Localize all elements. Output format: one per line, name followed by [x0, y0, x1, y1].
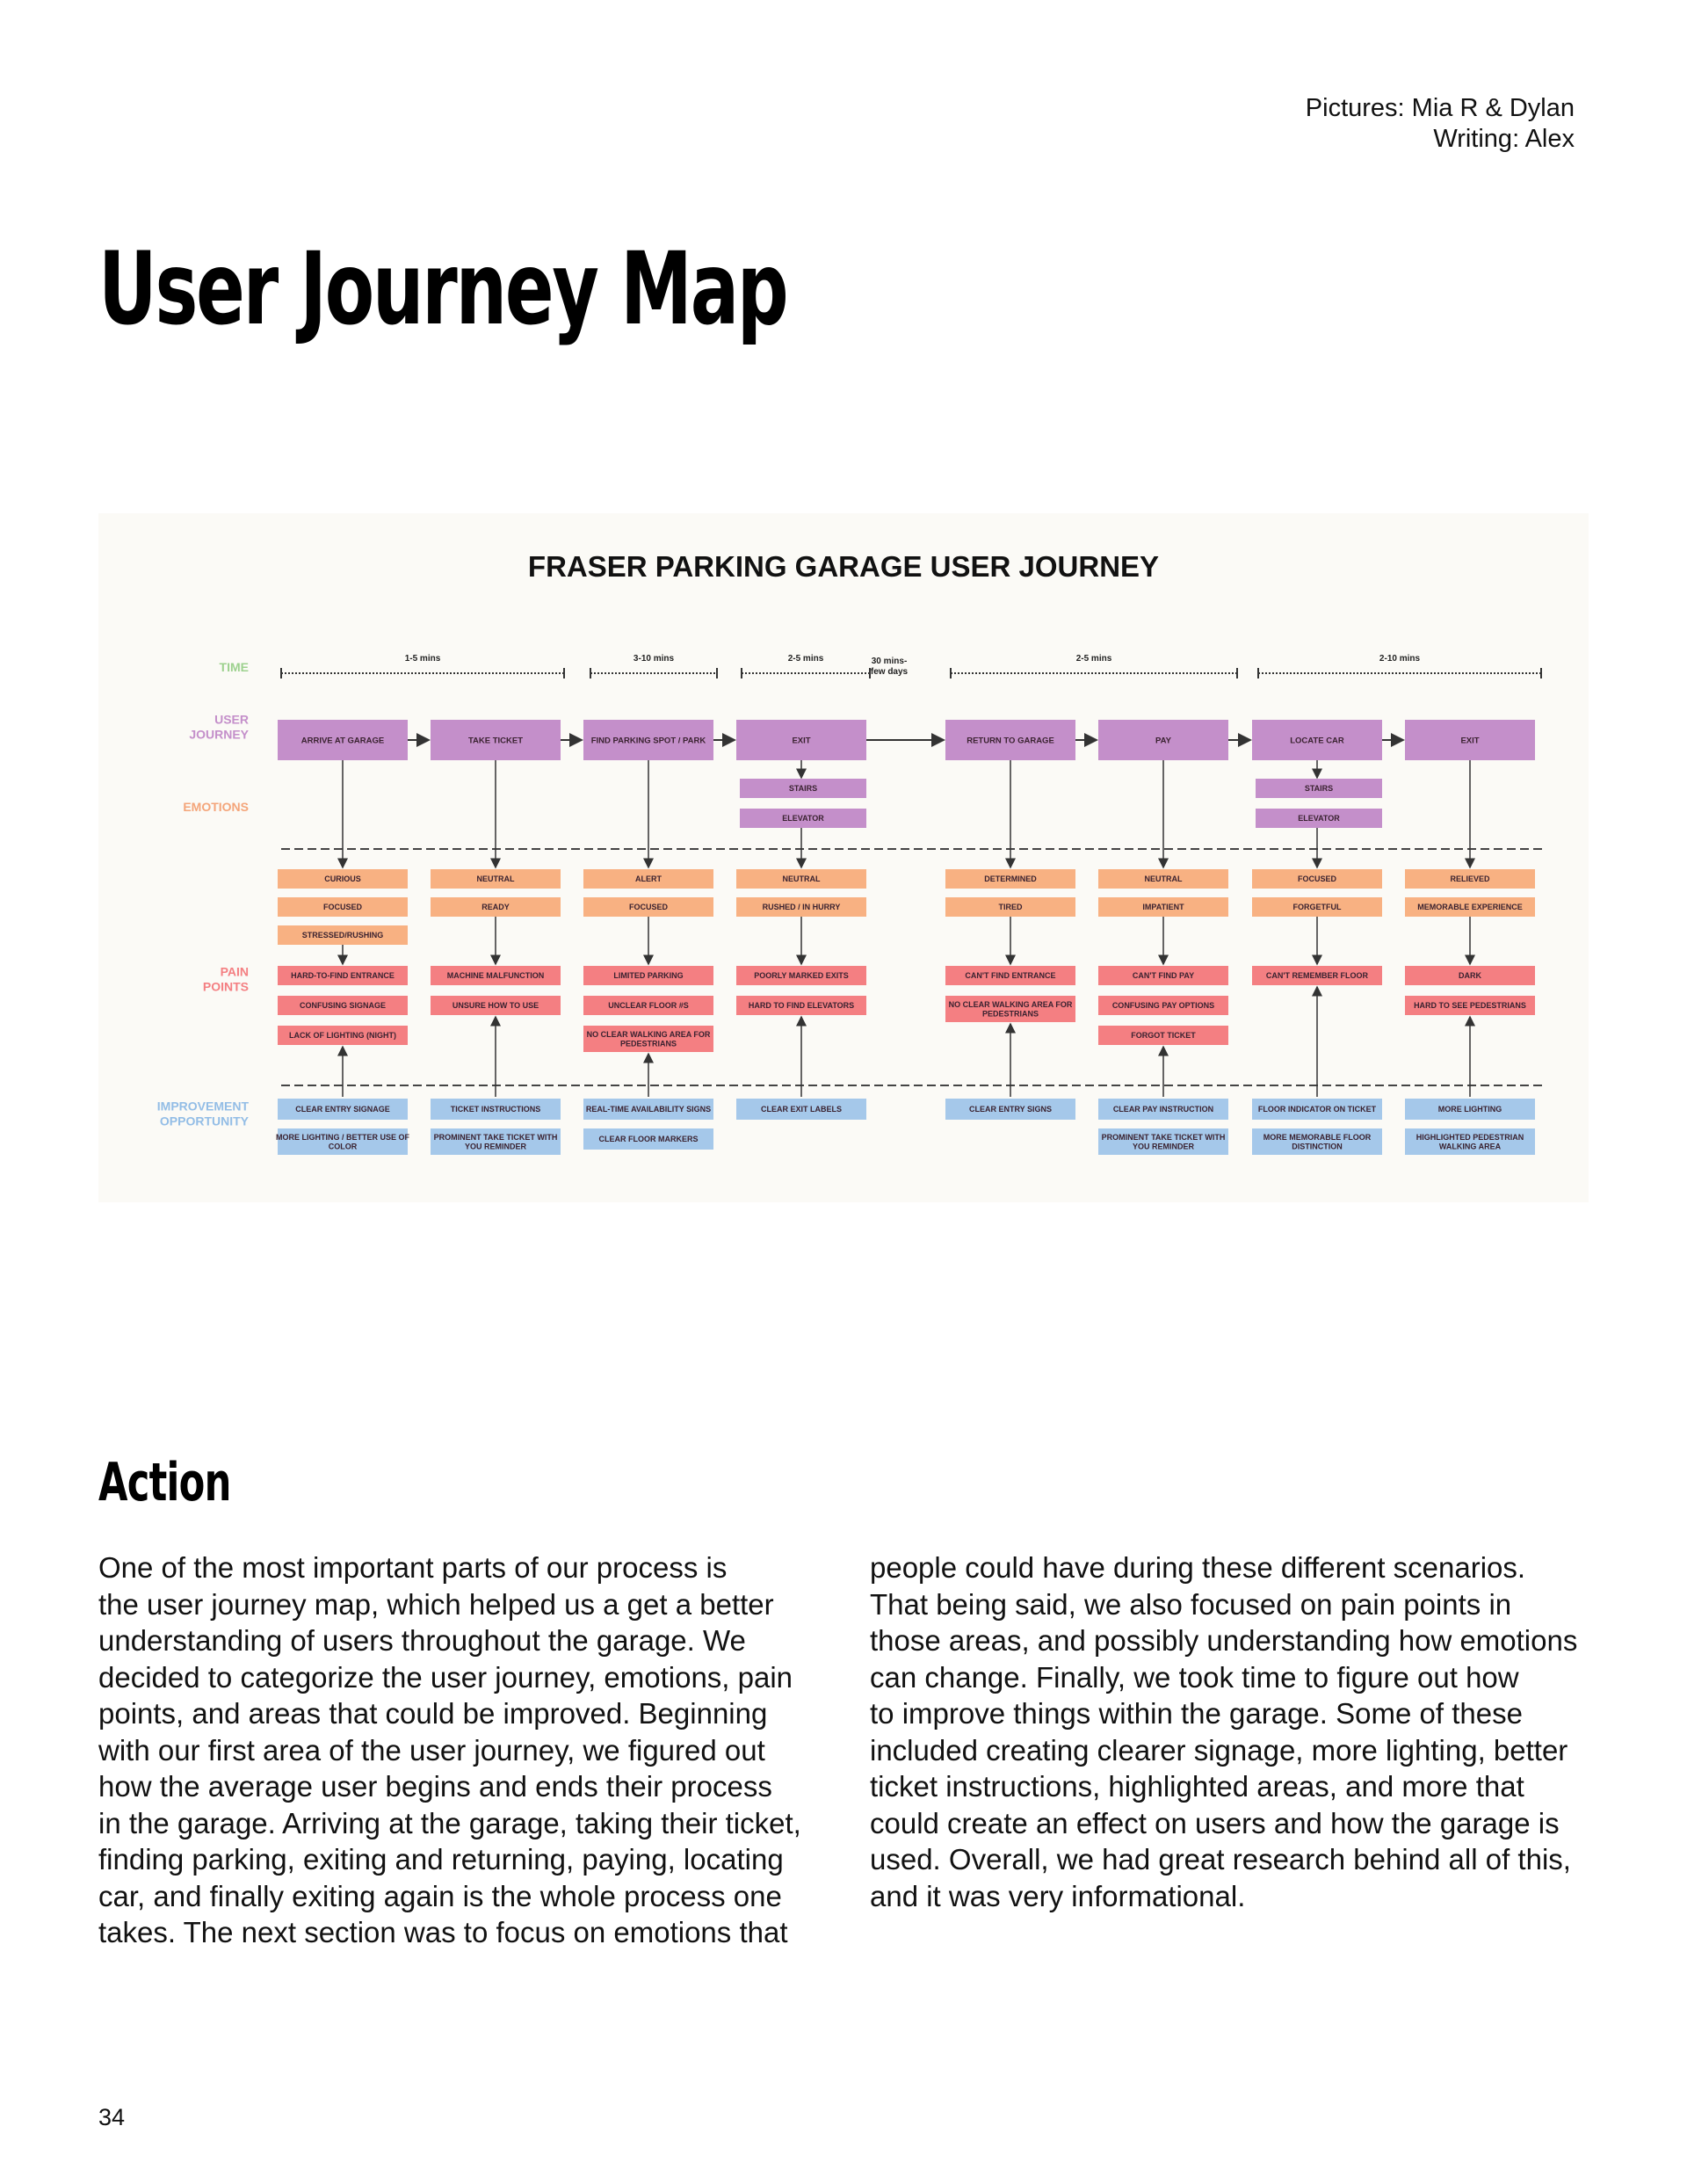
journey-substep-label: STAIRS: [788, 784, 818, 794]
journey-step-label: TAKE TICKET: [467, 736, 524, 746]
improvement-box-label: MORE LIGHTING: [1437, 1105, 1502, 1114]
emotion-box-label: MEMORABLE EXPERIENCE: [1417, 903, 1523, 912]
pain-point-box-label: HARD TO FIND ELEVATORS: [748, 1001, 855, 1011]
emotion-box-label: NEUTRAL: [782, 874, 821, 884]
emotion-box-label: RELIEVED: [1450, 874, 1490, 884]
time-label: 2-5 mins: [1075, 654, 1112, 664]
action-heading: Action: [98, 1452, 231, 1513]
emotion-box-label: STRESSED/RUSHING: [301, 931, 384, 940]
emotion-box-label: ALERT: [635, 874, 662, 884]
journey-map-figure: [98, 513, 1589, 1202]
pain-point-box-label: LIMITED PARKING: [613, 971, 684, 981]
pain-point-box-label: CAN'T FIND PAY: [1132, 971, 1195, 981]
row-label-user-journey: USER JOURNEY: [189, 712, 249, 742]
journey-step-label: EXIT: [792, 736, 811, 746]
pain-point-box-label: NO CLEAR WALKING AREA FOR PEDESTRIANS: [948, 999, 1073, 1019]
improvement-box-label: MORE MEMORABLE FLOOR DISTINCTION: [1263, 1132, 1372, 1151]
row-label-time: TIME: [219, 660, 249, 674]
left-line: with our first area of the user journey, we figured out: [98, 1733, 765, 1767]
improvement-box-label: CLEAR ENTRY SIGNS: [968, 1105, 1053, 1114]
improvement-box-label: HIGHLIGHTED PEDESTRIAN WALKING AREA: [1415, 1132, 1524, 1151]
improvement-box-label: MORE LIGHTING / BETTER USE OF COLOR: [275, 1132, 410, 1151]
emotion-box-label: TIRED: [998, 903, 1023, 912]
pain-point-box-label: UNCLEAR FLOOR #S: [608, 1001, 689, 1011]
right-line: used. Overall, we had great research behind all of this,: [870, 1843, 1571, 1876]
left-line: finding parking, exiting and returning, paying, locating: [98, 1843, 784, 1876]
emotion-box-label: FOCUSED: [1297, 874, 1337, 884]
pain-point-box-label: CAN'T FIND ENTRANCE: [965, 971, 1056, 981]
time-label: 30 mins-few days: [870, 657, 909, 677]
pain-point-box-label: LACK OF LIGHTING (NIGHT): [289, 1031, 396, 1041]
emotion-box-label: DETERMINED: [984, 874, 1037, 884]
row-label-emotions: EMOTIONS: [183, 800, 249, 814]
pictures-credit: Pictures: Mia R & Dylan: [1305, 94, 1575, 122]
pain-point-box-label: NO CLEAR WALKING AREA FOR PEDESTRIANS: [586, 1029, 711, 1048]
left-line: understanding of users throughout the garage. We: [98, 1624, 746, 1657]
journey-step-label: ARRIVE AT GARAGE: [300, 736, 385, 746]
pain-point-box-label: CONFUSING SIGNAGE: [299, 1001, 387, 1011]
right-line: included creating clearer signage, more lighting, better: [870, 1733, 1568, 1767]
left-line: car, and finally exiting again is the whole process one: [98, 1879, 782, 1912]
left-line: points, and areas that could be improved. Beginning: [98, 1697, 768, 1730]
pain-point-box-label: CONFUSING PAY OPTIONS: [1111, 1001, 1215, 1011]
journey-substep-label: STAIRS: [1304, 784, 1334, 794]
credits: [1306, 93, 1575, 155]
emotion-box-label: CURIOUS: [324, 874, 361, 884]
time-label: 1-5 mins: [404, 654, 441, 664]
journey-map-diagram: [98, 513, 1589, 1202]
right-line: That being said, we also focused on pain points in: [870, 1587, 1512, 1621]
improvement-box-label: PROMINENT TAKE TICKET WITH YOU REMINDER: [433, 1132, 558, 1151]
emotion-box-label: NEUTRAL: [476, 874, 515, 884]
left-line: takes. The next section was to focus on emotions that: [98, 1916, 788, 1948]
right-line: can change. Finally, we took time to figure out how: [870, 1660, 1519, 1694]
writing-credit: Writing: Alex: [1433, 125, 1575, 153]
pain-point-box-label: FORGOT TICKET: [1131, 1031, 1196, 1041]
right-line: could create an effect on users and how the garage is: [870, 1806, 1560, 1839]
pain-point-box-label: HARD TO SEE PEDESTRIANS: [1414, 1001, 1526, 1011]
emotion-box-label: READY: [481, 903, 510, 912]
journey-step-label: LOCATE CAR: [1290, 736, 1344, 746]
improvement-box-label: CLEAR FLOOR MARKERS: [598, 1135, 699, 1144]
improvement-box-label: TICKET INSTRUCTIONS: [450, 1105, 541, 1114]
time-label: 2-10 mins: [1379, 654, 1421, 664]
emotion-box-label: IMPATIENT: [1142, 903, 1184, 912]
row-label-pain-points: PAIN POINTS: [202, 964, 249, 994]
diagram-title: FRASER PARKING GARAGE USER JOURNEY: [527, 550, 1160, 583]
right-line: ticket instructions, highlighted areas, and more that: [870, 1770, 1524, 1803]
right-line: those areas, and possibly understanding how emotions: [870, 1624, 1578, 1657]
page-title: User Journey Map: [98, 230, 787, 347]
action-text-left-column: [98, 1549, 801, 1951]
pain-point-box-label: DARK: [1459, 971, 1481, 981]
journey-step-label: FIND PARKING SPOT / PARK: [590, 736, 706, 746]
emotion-box-label: FORGETFUL: [1292, 903, 1342, 912]
right-line: and it was very informational.: [870, 1879, 1246, 1912]
pain-point-box-label: MACHINE MALFUNCTION: [446, 971, 545, 981]
left-line: in the garage. Arriving at the garage, taking their ticket,: [98, 1806, 801, 1839]
pain-point-box-label: POORLY MARKED EXITS: [754, 971, 849, 981]
emotion-box-label: NEUTRAL: [1144, 874, 1183, 884]
improvement-box-label: PROMINENT TAKE TICKET WITH YOU REMINDER: [1101, 1132, 1226, 1151]
left-line: decided to categorize the user journey, emotions, pain: [98, 1660, 793, 1694]
improvement-box-label: FLOOR INDICATOR ON TICKET: [1257, 1105, 1377, 1114]
journey-step-label: RETURN TO GARAGE: [967, 736, 1054, 746]
left-line: One of the most important parts of our process is: [98, 1551, 728, 1584]
action-text-right-column: [870, 1549, 1577, 1914]
emotion-box-label: RUSHED / IN HURRY: [762, 903, 841, 912]
journey-step-label: PAY: [1155, 736, 1171, 746]
time-label: 2-5 mins: [787, 654, 824, 664]
pain-point-box-label: UNSURE HOW TO USE: [452, 1001, 539, 1011]
right-line: to improve things within the garage. Some of these: [870, 1697, 1523, 1730]
time-label: 3-10 mins: [633, 654, 675, 664]
row-label-improvement: IMPROVEMENT OPPORTUNITY: [156, 1099, 249, 1128]
pain-point-box-label: CAN'T REMEMBER FLOOR: [1265, 971, 1369, 981]
left-line: how the average user begins and ends their process: [98, 1770, 772, 1803]
pain-point-box-label: HARD-TO-FIND ENTRANCE: [291, 971, 395, 981]
improvement-box-label: CLEAR EXIT LABELS: [760, 1105, 843, 1114]
journey-step-label: EXIT: [1460, 736, 1480, 746]
improvement-box-label: CLEAR PAY INSTRUCTION: [1112, 1105, 1214, 1114]
journey-substep-label: ELEVATOR: [1298, 814, 1340, 824]
emotion-box-label: FOCUSED: [322, 903, 363, 912]
page-number: 34: [98, 2104, 126, 2130]
improvement-box-label: REAL-TIME AVAILABILITY SIGNS: [585, 1105, 712, 1114]
emotion-box-label: FOCUSED: [628, 903, 669, 912]
journey-substep-label: ELEVATOR: [782, 814, 824, 824]
improvement-box-label: CLEAR ENTRY SIGNAGE: [295, 1105, 390, 1114]
right-line: people could have during these different scenarios.: [870, 1551, 1526, 1584]
left-line: the user journey map, which helped us a get a better: [98, 1587, 774, 1621]
